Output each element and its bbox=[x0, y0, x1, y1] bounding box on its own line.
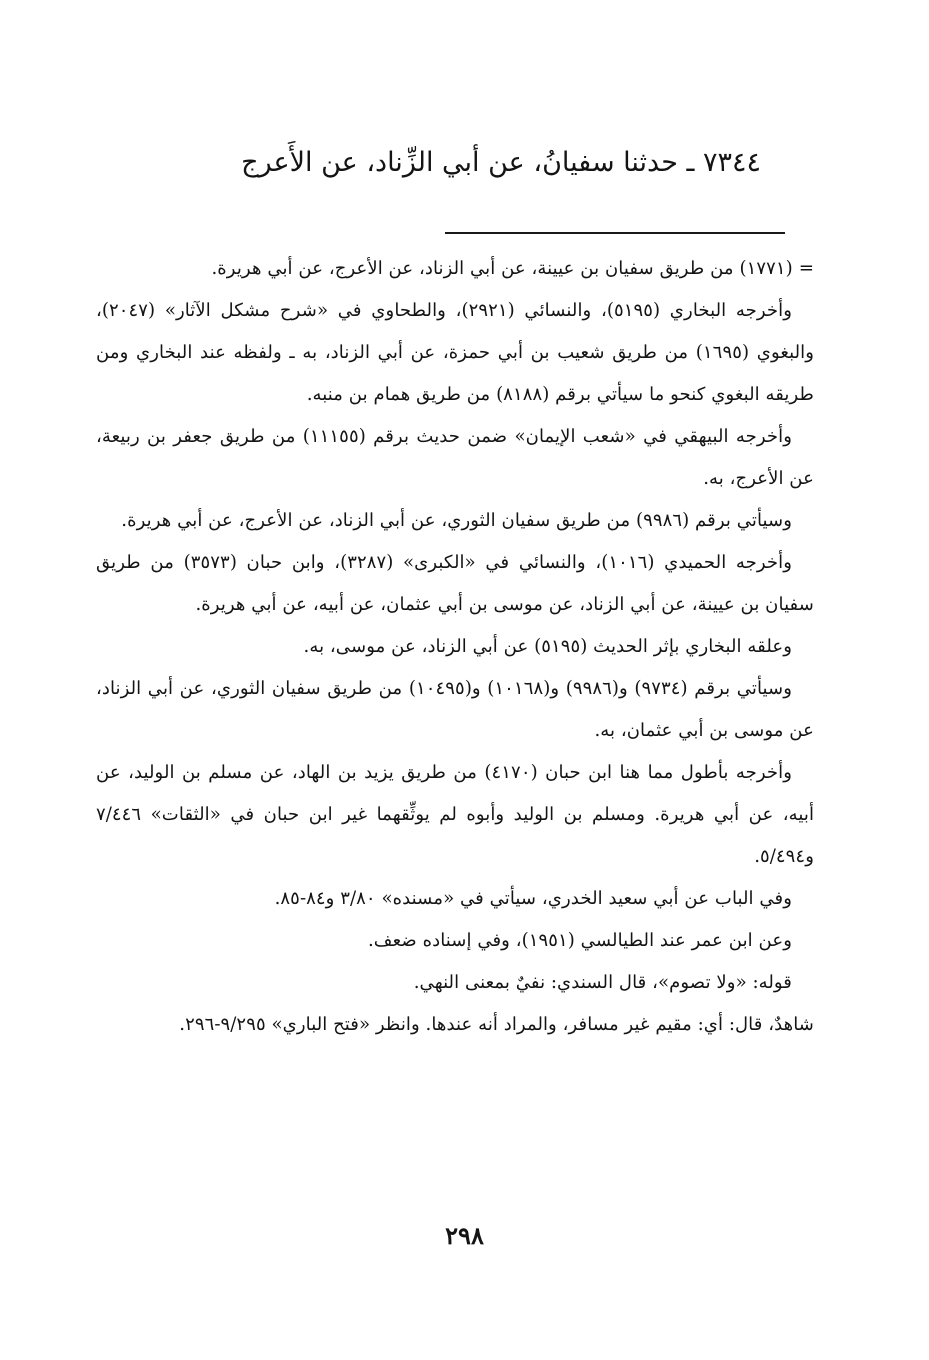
footnote-paragraph: شاهدٌ، قال: أي: مقيم غير مسافر، والمراد أنه عندها. وانظر «فتح الباري» ٩/٢٩٥-٢٩٦. bbox=[179, 1014, 814, 1035]
page-number: ٢٩٨ bbox=[445, 1221, 484, 1250]
footnote-paragraph: وأخرجه البخاري (٥١٩٥)، والنسائي (٢٩٢١)، والطحاوي في «شرح مشكل الآثار» (٢٠٤٧)، والبغوي (١٦٩٥) من طريق شعيب بن أبي حمزة، عن أبي الزناد، به ـ ولفظه عند البخاري ومن طريقه البغوي كنحو ما سيأتي برقم (٨١٨٨) من طريق همام بن منبه. bbox=[96, 300, 814, 405]
footnote-paragraph: وسيأتي برقم (٩٩٨٦) من طريق سفيان الثوري، عن أبي الزناد، عن الأعرج، عن أبي هريرة. bbox=[121, 510, 792, 531]
continuation-mark: = bbox=[798, 258, 814, 279]
footnote-paragraph: وعلقه البخاري بإثر الحديث (٥١٩٥) عن أبي الزناد، عن موسى، به. bbox=[303, 636, 792, 657]
footnote-paragraph: وأخرجه البيهقي في «شعب الإيمان» ضمن حديث برقم (١١١٥٥) من طريق جعفر بن ربيعة، عن الأعرج، به. bbox=[96, 426, 814, 489]
footnotes-block bbox=[96, 248, 814, 1046]
footnote-text: (١٧٧١) من طريق سفيان بن عيينة، عن أبي الزناد، عن الأعرج، عن أبي هريرة. bbox=[211, 258, 793, 279]
footnote-paragraph: وفي الباب عن أبي سعيد الخدري، سيأتي في «مسنده» ٣/٨٠ و٨٤-٨٥. bbox=[274, 888, 792, 909]
footnote-paragraph: وأخرجه الحميدي (١٠١٦)، والنسائي في «الكبرى» (٣٢٨٧)، وابن حبان (٣٥٧٣) من طريق سفيان بن عيينة، عن أبي الزناد، عن موسى بن أبي عثمان، عن أبيه، عن أبي هريرة. bbox=[96, 552, 814, 615]
hadith-title: ٧٣٤٤ ـ حدثنا سفيانُ، عن أبي الزِّناد، عن الأَعرج bbox=[241, 147, 761, 178]
footnote-paragraph bbox=[96, 248, 814, 290]
footnote-paragraph: وسيأتي برقم (٩٧٣٤) و(٩٩٨٦) و(١٠١٦٨) و(١٠٤٩٥) من طريق سفيان الثوري، عن أبي الزناد، عن موسى بن أبي عثمان، به. bbox=[96, 678, 814, 741]
footnote-paragraph: قوله: «ولا تصوم»، قال السندي: نفيٌ بمعنى النهي. bbox=[413, 972, 792, 993]
footnote-paragraph: وعن ابن عمر عند الطيالسي (١٩٥١)، وفي إسناده ضعف. bbox=[367, 930, 792, 951]
footnote-paragraph: وأخرجه بأطول مما هنا ابن حبان (٤١٧٠) من طريق يزيد بن الهاد، عن مسلم بن الوليد، عن أبيه، عن أبي هريرة. ومسلم بن الوليد وأبوه لم يوثِّقهما غير ابن حبان في «الثقات» ٧/٤٤٦ و٥/٤٩٤. bbox=[96, 762, 814, 867]
footnote-separator-rule bbox=[445, 232, 785, 234]
